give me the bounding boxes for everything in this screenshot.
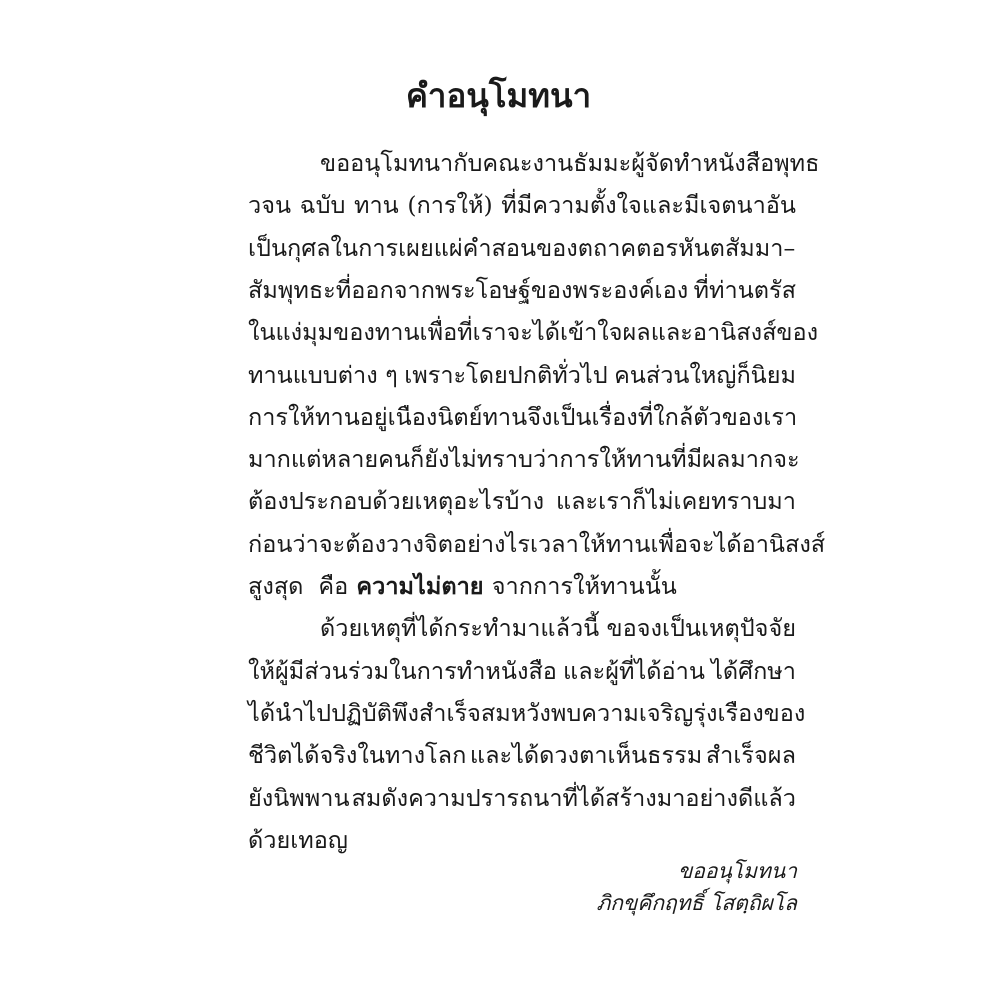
paragraph2-line [320, 606, 796, 650]
paragraph1-line [248, 268, 796, 312]
text-segment: จะต้องวางจิตอย่างไรเวลาให้ทาน [318, 529, 651, 558]
text-segment: สมดังความปรารถนาที่ได้สร้างมาอย่างดีแล้ว [351, 783, 796, 812]
text-segment: สูงสุด คือ [248, 572, 349, 600]
paragraph1-line [248, 437, 800, 481]
text-segment: ผู้จัดทำหนังสือพุทธ [631, 149, 820, 177]
text-segment: แต่หลายคนก็ยังไม่ทราบว่า [290, 445, 560, 474]
paragraph2-line [248, 691, 806, 735]
text-segment: ทาน [354, 191, 399, 220]
text-segment: ทานแบบต่าง ๆ [248, 360, 398, 389]
text-segment: ได้ศึกษา [711, 656, 796, 685]
text-segment: ด้วยเทอญ [248, 825, 348, 854]
text-segment: สำเร็จผล [705, 741, 796, 770]
paragraph1-line [248, 226, 796, 270]
text-segment: ยังนิพพาน [248, 783, 350, 812]
paragraph2-line [248, 733, 796, 777]
paragraph1-last-line [248, 564, 796, 608]
text-segment: เพื่อจะได้อานิสงส์ [650, 529, 826, 558]
text-segment: เป็นกุศลในการเผยแผ่คำสอนของตถาคตอรหันตสัมมา– [248, 233, 796, 262]
text-segment: และได้ดวงตาเห็นธรรม [469, 741, 703, 770]
text-segment: ด้วยเหตุที่ได้กระทำมาแล้วนี้ [320, 614, 600, 643]
text-segment: ได้นำไปปฏิบัติ [248, 698, 392, 727]
text-segment: (การให้) [407, 191, 493, 220]
emphasis-text: ความไม่ตาย [356, 572, 484, 600]
text-segment: ต้องประกอบด้วยเหตุอะไรบ้าง [248, 487, 545, 516]
paragraph1-line [320, 141, 820, 185]
text-segment: ก่อนว่า [248, 529, 319, 558]
paragraph1-line [248, 522, 826, 566]
paragraph1-line [248, 183, 796, 227]
text-segment: ในแง่มุมของทาน [248, 318, 420, 347]
text-segment: การให้ทานอยู่เนืองนิตย์ [248, 402, 483, 431]
text-segment: จากการให้ทานนั้น [491, 572, 677, 600]
paragraph1-line [248, 310, 819, 354]
text-segment: คนส่วนใหญ่ก็นิยม [614, 360, 796, 389]
paragraph2-line [248, 649, 796, 693]
text-segment: ที่มีความตั้งใจและมีเจตนาอัน [501, 191, 796, 220]
text-segment: วจน [248, 191, 292, 220]
text-segment: ชีวิตได้จริงในทางโลก [248, 741, 467, 770]
text-segment: เพราะโดยปกติทั่วไป [404, 360, 608, 389]
text-segment: และผู้ที่ได้อ่าน [563, 656, 705, 685]
text-segment: การให้ทานที่มีผลมากจะ [559, 445, 800, 474]
text-segment: ขอจงเป็นเหตุปัจจัย [606, 614, 796, 643]
page-title: คำอนุโมทนา [405, 76, 592, 115]
text-segment: และเราก็ไม่เคยทราบมา [556, 487, 796, 516]
text-segment: ฉบับ [299, 191, 346, 220]
text-segment: พึงสำเร็จสมหวัง [391, 698, 551, 727]
paragraph1-line [248, 395, 796, 439]
text-segment: ให้ผู้มีส่วนร่วมในการทำหนังสือ [248, 656, 557, 685]
text-segment: ทานจึงเป็นเรื่องที่ใกล้ตัวของเรา [482, 402, 798, 431]
text-segment: ที่ท่านตรัส [693, 275, 796, 304]
signature-name: ภิกขุคึกฤทธิ์ โสตฺถิผโล [596, 891, 797, 915]
text-segment: สัมพุทธะที่ออกจากพระโอษฐ์ของพระองค์เอง [248, 275, 689, 304]
paragraph1-line [248, 353, 796, 397]
paragraph1-line [248, 479, 796, 523]
text-segment: เพื่อที่เราจะได้เข้าใจผลและอานิสงส์ของ [419, 318, 819, 347]
text-segment: ขออนุโมทนากับคณะงานธัมมะ [320, 149, 632, 177]
text-segment: พบความเจริญรุ่งเรืองของ [550, 698, 806, 727]
signature-greeting: ขออนุโมทนา [677, 859, 797, 883]
text-segment: มาก [248, 445, 291, 474]
paragraph2-line [248, 776, 796, 820]
